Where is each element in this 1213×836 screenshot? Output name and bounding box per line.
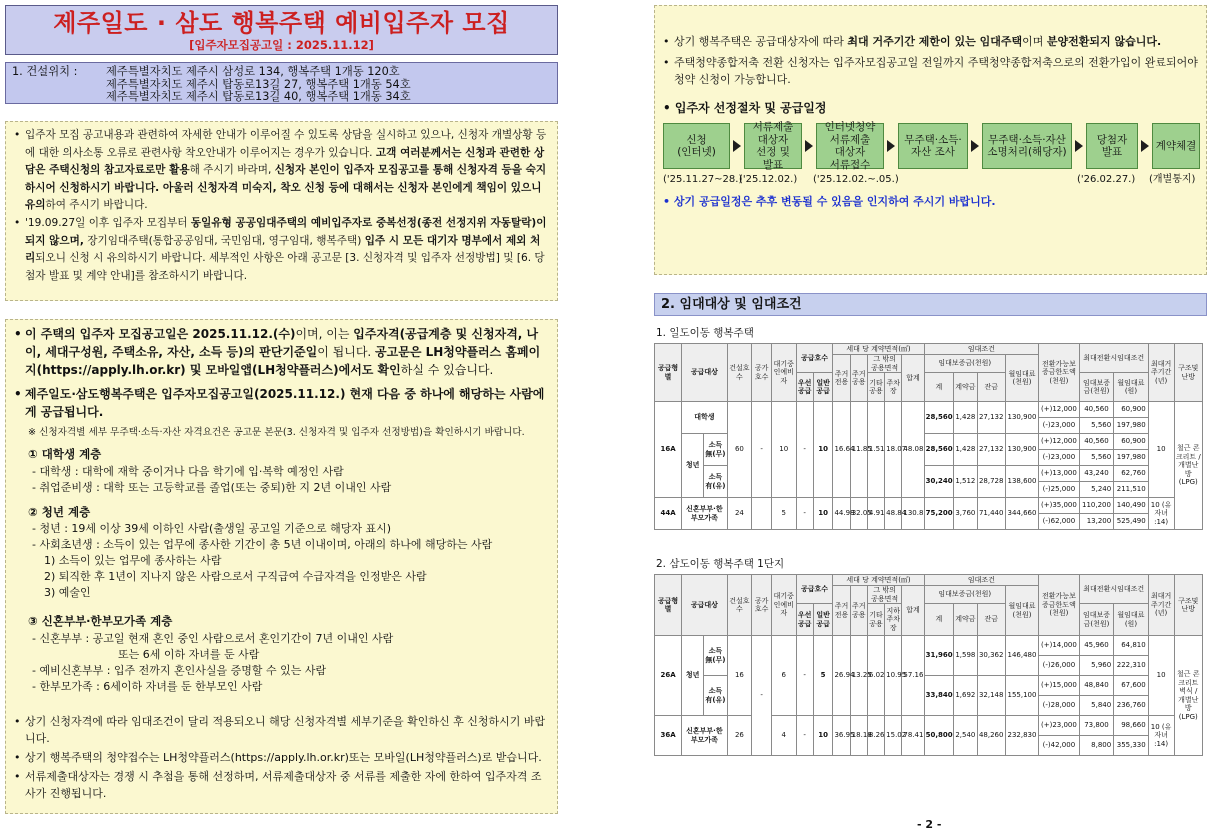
group-line: - 사회초년생 : 소득이 있는 업무에 종사한 기간이 총 5년 이내이며, 아래의 하나에 해당하는 사람 — [32, 538, 493, 551]
tail-paragraph: • 상기 신청자격에 따라 임대조건이 달리 적용되오니 해당 신청자격별 세부기준을 확인하신 후 신청하시기 바랍니다. — [14, 713, 549, 747]
table-header: 건설호수 — [727, 575, 752, 636]
eligibility-note: ※ 신청자격별 세부 무주택·소득·자산 자격요건은 공고문 본문(3. 신청자격 및 입주자 선정방법)을 확인하시기 바랍니다. — [28, 427, 525, 438]
group-line: 또는 6세 이하 자녀를 둔 사람 — [118, 647, 260, 661]
page-number: - 2 - — [917, 818, 942, 831]
right-column — [654, 5, 1207, 756]
table-header: 그 밖의 공용면적 — [867, 355, 901, 373]
tail-paragraph: • 서류제출대상자는 경쟁 시 추첨을 통해 선정하며, 서류제출대상자 중 서류를 제출한 자에 한하여 입주자격 조사가 진행됩니다. — [14, 768, 549, 802]
table-title: 1. 일도이동 행복주택 — [656, 327, 754, 339]
arrow-right-icon — [1075, 140, 1083, 152]
arrow-right-icon — [805, 140, 813, 152]
page-title: 제주일도 · 삼도 행복주택 예비입주자 모집 — [53, 9, 510, 37]
table-header: 지하주차장 — [885, 604, 902, 636]
rent-table-samdo — [654, 574, 1203, 756]
table-header: 합계 — [902, 355, 924, 402]
table-header: 그 밖의 공용면적 — [867, 586, 901, 604]
process-step: 인터넷청약 서류제출 대상자 서류접수 — [816, 123, 884, 169]
table-header: 임대보증금(천원) — [924, 586, 1005, 604]
arrow-right-icon — [887, 140, 895, 152]
process-step: 서류제출 대상자 선정 및 발표 — [744, 123, 802, 169]
table-header: 최대거주기간(년) — [1148, 344, 1174, 402]
table-header: 공급형별 — [655, 344, 682, 402]
table-header: 주차장 — [885, 373, 902, 402]
schedule-paragraph: • 주택청약종합저축 전환 신청자는 입주자모집공고일 전일까지 주택청약종합저축으로의 전환가입이 완료되어야 청약 신청이 가능합니다. — [663, 54, 1200, 88]
table-header: 기타공용 — [867, 373, 884, 402]
table-row: 36A 신혼부부·한부모가족 26 4 - 10 36.95 18.18 8.26 15.02 78.41 50,800 2,540 48,260 232,830 (+)23,000 73,800 98,660 10 (유자녀 :14) — [655, 716, 1203, 736]
group-line: - 신혼부부 : 공고일 현재 혼인 중인 사람으로서 혼인기간이 7년 이내인 사람 — [32, 631, 394, 645]
process-date: ('25.12.02.) — [739, 174, 798, 185]
table-header: 임대조건 — [924, 575, 1038, 586]
group-subline: 3) 예술인 — [44, 586, 91, 599]
group-title: ① 대학생 계층 — [28, 447, 102, 461]
table-row: (-)25,000 5,240 211,510 — [655, 482, 1203, 498]
table-header: 대기중인예비자 — [771, 575, 796, 636]
arrow-right-icon — [1141, 140, 1149, 152]
table-header: 건설호수 — [727, 344, 752, 402]
table-header: 계약금 — [954, 373, 977, 402]
table-header: 계약금 — [954, 604, 977, 636]
table-row: 소득有(유) 33,840 1,692 32,148 155,100 (+)15,000 48,840 67,600 — [655, 676, 1203, 696]
table-header: 일반공급 — [813, 373, 833, 402]
table-header: 전환가능보증금한도액(천원) — [1039, 575, 1080, 636]
process-date: ('25.12.02.~.05.) — [813, 174, 899, 185]
section-title: 2. 임대대상 및 임대조건 — [654, 293, 1207, 316]
process-date: ('26.02.27.) — [1077, 174, 1136, 185]
table-header: 공가호수 — [752, 575, 772, 636]
notice-box — [5, 121, 558, 301]
table-title: 2. 삼도이동 행복주택 1단지 — [656, 558, 785, 570]
schedule-box — [654, 5, 1207, 275]
table-header: 구조및난방 — [1174, 344, 1202, 402]
group-subline: 1) 소득이 있는 업무에 종사하는 사람 — [44, 554, 222, 567]
location-line: 제주특별자치도 제주시 탑동로13길 40, 행복주택 1개동 34호 — [106, 90, 411, 103]
location-box — [5, 62, 558, 104]
table-row: (-)28,000 5,840 236,760 — [655, 696, 1203, 716]
table-header: 잔금 — [977, 604, 1005, 636]
group-line: - 한부모가족 : 6세이하 자녀를 둔 한부모인 사람 — [32, 679, 263, 693]
table-header: 임대조건 — [924, 344, 1038, 355]
tail-paragraph: • 상기 행복주택의 청약접수는 LH청약플러스(https://apply.lh.or.kr)또는 모바일(LH청약플러스)로 받습니다. — [14, 749, 549, 766]
table-header: 임대보증금(천원) — [1079, 373, 1113, 402]
table-row: 청년 소득無(무) 28,560 1,428 27,132 130,900 (+)12,000 40,560 60,900 — [655, 434, 1203, 450]
table-header: 세대 당 계약면적(㎡) — [833, 344, 924, 355]
process-step: 무주택·소득·자산 소명처리(해당자) — [982, 123, 1072, 169]
table-header: 대기중인예비자 — [771, 344, 796, 402]
process-title: • 입주자 선정절차 및 공급일정 — [663, 101, 827, 115]
table-header: 우선공급 — [796, 373, 813, 402]
table-row: 26A 청년 소득無(무) 16 - 6 - 5 26.94 13.25 6.02 10.95 57.16 31,960 1,598 30,362 146,480 (+)14,000 45,960 64,810 10 철근 콘크리트 벽식 / 개별난방 (LPG) — [655, 636, 1203, 656]
process-flow — [663, 123, 1200, 185]
table-header: 최대전환시임대조건 — [1079, 344, 1148, 373]
table-header: 월임대료(원) — [1114, 604, 1148, 636]
table-header: 세대 당 계약면적(㎡) — [833, 575, 924, 586]
title-box — [5, 5, 558, 55]
notice-paragraph: • '19.09.27일 이후 입주자 모집부터 동일유형 공공임대주택의 예비입주자로 중복선정(종전 선정지위 자동탈락)이 되지 않으며, 장기임대주택(통합공공임대, 국민임대, 영구임대, 행복주택) 입주 시 모든 대기자 명부에서 제외 처리되오니 신청 시 유의하시기 바랍니다. 세부적인 사항은 아래 공고문 [3. 신청자격 및 입주자 선정방법] 및 [6. 당첨자 발표 및 계약 안내]를 참조하시기 바랍니다. — [14, 215, 549, 285]
table-header: 주거전용 — [833, 355, 850, 402]
table-row: 16A 대학생 60 - 10 - 10 16.64 11.85 1.51 18.07 48.08 28,560 1,428 27,132 130,900 (+)12,000 40,560 60,900 10 철근 콘크리트 / 개별난방 (LPG) — [655, 402, 1203, 418]
table-header: 주거공용 — [850, 355, 867, 402]
table-row: (-)62,000 13,200 525,490 — [655, 514, 1203, 530]
table-header: 공급대상 — [682, 344, 728, 402]
table-row: (-)23,000 5,560 197,980 — [655, 418, 1203, 434]
table-header: 전환가능보증금한도액(천원) — [1039, 344, 1080, 402]
location-line: 제주특별자치도 제주시 탑동로13길 27, 행복주택 1개동 54호 — [106, 77, 411, 91]
process-step: 신청 (인터넷) — [663, 123, 730, 169]
eligibility-paragraph: • 이 주택의 입주자 모집공고일은 2025.11.12.(수)이며, 이는 입주자격(공급계층 및 신청자격, 나이, 세대구성원, 주택소유, 자산, 소득 등)의 판단기준일이 됩니다. 공고문은 LH청약플러스 홈페이지(https://apply.lh.or.kr) 및 모바일앱(LH청약플러스)에서도 확인하실 수 있습니다. — [14, 325, 549, 379]
table-header: 월임대료(천원) — [1005, 586, 1038, 636]
left-column — [5, 5, 558, 814]
table-header: 합계 — [902, 586, 924, 636]
table-header: 최대전환시임대조건 — [1079, 575, 1148, 604]
group-title: ② 청년 계층 — [28, 504, 91, 519]
schedule-paragraph: • 상기 행복주택은 공급대상자에 따라 최대 거주기간 제한이 있는 임대주택이며 분양전환되지 않습니다. — [663, 33, 1200, 50]
table-row: (-)42,000 8,800 355,330 — [655, 736, 1203, 756]
table-header: 임대보증금(천원) — [1079, 604, 1113, 636]
table-header: 구조및난방 — [1174, 575, 1202, 636]
table-header: 주거공용 — [850, 586, 867, 636]
process-date: ('25.11.27~28.) — [663, 174, 743, 185]
page-subtitle: [입주자모집공고일 : 2025.11.12] — [189, 38, 374, 52]
table-row: (-)23,000 5,560 197,980 — [655, 450, 1203, 466]
table-header: 잔금 — [977, 373, 1005, 402]
process-step: 무주택·소득· 자산 조사 — [898, 123, 968, 169]
table-header: 계 — [924, 373, 954, 402]
process-step: 계약체결 — [1152, 123, 1200, 169]
group-subline: 2) 퇴직한 후 1년이 지나지 않은 사람으로서 구직급여 수급자격을 인정받은 사람 — [44, 570, 427, 583]
arrow-right-icon — [733, 140, 741, 152]
table-header: 일반공급 — [813, 604, 833, 636]
table-row: 소득有(유) 30,240 1,512 28,728 138,600 (+)13,000 43,240 62,760 — [655, 466, 1203, 482]
table-header: 공급호수 — [796, 575, 833, 604]
notice-paragraph: • 입주자 모집 공고내용과 관련하여 자세한 안내가 이루어질 수 있도록 상담을 실시하고 있으나, 신청자 개별상황 등에 대한 의사소통 오류로 관련사항 착오안내가 이루어지는 경우가 있습니다. 고객 여러분께서는 신청과 관련한 상담은 주택신청의 참고자료로만 활용해 주시기 바라며, 신청자 본인이 입주자 모집공고를 통해 신청자격 등을 숙지하시어 신청하시기 바랍니다. 아울러 신청자격 미숙지, 착오 신청 등에 대해서는 신청자 본인에게 책임이 있으니 유의하여 주시기 바랍니다. — [14, 127, 549, 215]
table-header: 공급호수 — [796, 344, 833, 373]
process-date: (개별통지) — [1149, 174, 1196, 185]
table-header: 월임대료(천원) — [1005, 355, 1038, 402]
table-header: 공급대상 — [682, 575, 728, 636]
eligibility-paragraph: • 제주일도·삼도행복주택은 입주자모집공고일(2025.11.12.) 현재 다음 중 하나에 해당하는 사람에게 공급됩니다. — [14, 385, 549, 421]
group-line: - 청년 : 19세 이상 39세 이하인 사람(출생일 공고일 기준으로 해당자 표시) — [32, 522, 391, 535]
table-header: 주거전용 — [833, 586, 850, 636]
group-title: ③ 신혼부부·한부모가족 계층 — [28, 614, 173, 628]
group-line: - 대학생 : 대학에 재학 중이거나 다음 학기에 입·복학 예정인 사람 — [32, 464, 344, 478]
table-header: 최대거주기간(년) — [1148, 575, 1174, 636]
table-row: (-)26,000 5,960 222,310 — [655, 656, 1203, 676]
rent-table-ildo — [654, 343, 1203, 530]
location-line: 제주특별자치도 제주시 삼성로 134, 행복주택 1개동 120호 — [106, 65, 400, 78]
schedule-note: • 상기 공급일정은 추후 변동될 수 있음을 인지하여 주시기 바랍니다. — [663, 195, 996, 208]
table-header: 공가호수 — [752, 344, 772, 402]
group-line: - 예비신혼부부 : 입주 전까지 혼인사실을 증명할 수 있는 사람 — [32, 663, 327, 677]
table-header: 공급형별 — [655, 575, 682, 636]
group-line: - 취업준비생 : 대학 또는 고등학교를 졸업(또는 중퇴)한 지 2년 이내인 사람 — [32, 480, 392, 494]
table-header: 임대보증금(천원) — [924, 355, 1005, 373]
table-header: 기타공용 — [867, 604, 884, 636]
table-header: 월임대료(원) — [1114, 373, 1148, 402]
process-step: 당첨자 발표 — [1086, 123, 1138, 169]
table-header: 우선공급 — [796, 604, 813, 636]
location-label: 1. 건설위치 : — [12, 65, 78, 78]
arrow-right-icon — [971, 140, 979, 152]
table-header: 계 — [924, 604, 954, 636]
table-row: 44A 신혼부부·한부모가족 24 5 - 10 44.98 32.05 4.91 48.84 130.8 75,200 3,760 71,440 344,660 (+)35,000 110,200 140,490 10 (유자녀 :14) — [655, 498, 1203, 514]
eligibility-box — [5, 319, 558, 814]
